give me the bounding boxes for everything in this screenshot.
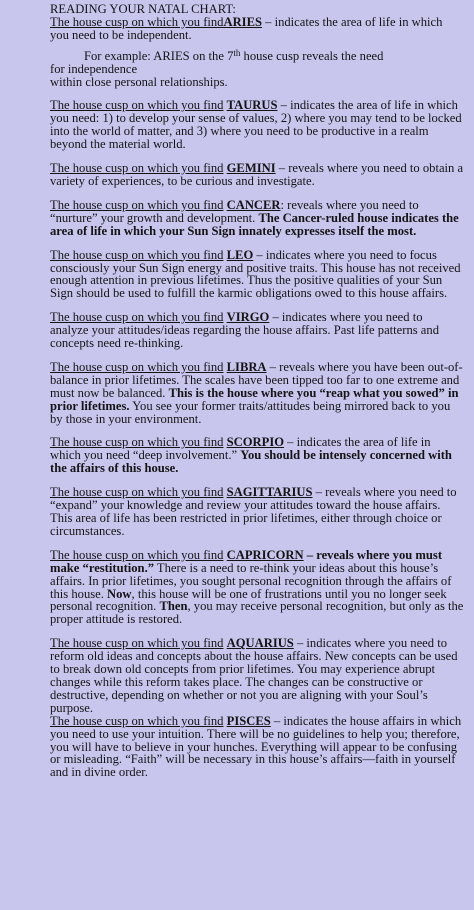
capricorn-text2: , this house will be one of frustrations until you no longer seek personal recognition. xyxy=(50,586,447,614)
scorpio-text: – indicates the area of life in which you need “deep involvement.” xyxy=(50,435,431,463)
aquarius-sign: AQUARIUS xyxy=(226,636,294,651)
pisces-lead: The house cusp on which you find xyxy=(50,713,224,728)
aries-text: – indicates the area of life in which you need to be independent. xyxy=(50,14,443,42)
page-title: READING YOUR NATAL CHART: xyxy=(50,2,236,16)
section-gemini xyxy=(50,162,464,188)
capricorn-bold2: Now xyxy=(107,586,132,601)
libra-bold: This is the house where you “reap what you sowed” in prior lifetimes. xyxy=(50,385,459,413)
cancer-text: : reveals where you need to “nurture” your growth and development. xyxy=(50,197,419,225)
pisces-text: – indicates the house affairs in which you need to use your intuition. There will be no guidelines to help you; therefore, you will have to believe in your hunches. Everything will appear to be confusing or misleading. “Faith” will be necessary in this house’s affairs—faith in yourself and in divine order. xyxy=(50,713,462,780)
aquarius-lead: The house cusp on which you find xyxy=(50,636,224,651)
section-pisces xyxy=(50,715,464,780)
scorpio-bold: You should be intensely concerned with the affairs of this house. xyxy=(50,448,452,476)
leo-sign: LEO xyxy=(226,247,254,262)
section-sagittarius xyxy=(50,486,464,538)
cancer-sign: CANCER xyxy=(226,197,281,212)
pisces-sign: PISCES xyxy=(226,713,271,728)
aquarius-text: – indicates where you need to reform old ideas and concepts about the house affairs. New concepts can be used to break down old concepts from prior lifetimes. You may experience abrupt changes while this reform takes place. The changes can be constructive or destructive, depending on whether or not you are aligning with your Soul’s purpose. xyxy=(50,636,458,715)
cancer-lead: The house cusp on which you find xyxy=(50,197,224,212)
section-aquarius xyxy=(50,637,464,714)
aries-example-line3: within close personal relationships. xyxy=(50,74,228,89)
section-libra xyxy=(50,361,464,426)
aries-example xyxy=(50,47,464,63)
leo-text: – indicates where you need to focus consciously your Sun Sign energy and positive traits. This house has not received enough attention in previous lifetimes. Thus the positive qualities of your Sun Sign should be used to fulfill the karmic obligations owed to this house affairs. xyxy=(50,247,461,301)
section-capricorn xyxy=(50,549,464,626)
virgo-sign: VIRGO xyxy=(226,310,270,325)
capricorn-sign: CAPRICORN xyxy=(226,547,304,562)
sagittarius-text: – reveals where you need to “expand” your knowledge and review your attitudes toward the house affairs. This area of life has been restricted in prior lifetimes, either through choice or circumstances. xyxy=(50,485,457,538)
libra-text2: You see your former traits/attitudes being mirrored back to you by those in your environment. xyxy=(50,398,451,426)
aries-example-sup: th xyxy=(233,47,241,58)
libra-text: – reveals where you have been out-of-balance in prior lifetimes. The scales have been tipped too far to one extreme and must now be balanced. xyxy=(50,359,463,400)
scorpio-lead: The house cusp on which you find xyxy=(50,435,224,450)
gemini-text: – reveals where you need to obtain a variety of experiences, to be curious and investigate. xyxy=(50,161,464,188)
sagittarius-sign: SAGITTARIUS xyxy=(226,485,313,500)
capricorn-bold3: Then xyxy=(159,599,188,614)
section-aries xyxy=(50,16,464,89)
aries-paragraph xyxy=(50,16,464,42)
aries-example-suffix: house cusp reveals the need xyxy=(240,48,384,63)
capricorn-text: There is a need to re-think your ideas about this house’s affairs. In prior lifetimes, you sought personal recognition through the affairs of this house. xyxy=(50,560,452,601)
section-virgo xyxy=(50,311,464,350)
libra-sign: LIBRA xyxy=(226,359,267,374)
section-leo xyxy=(50,249,464,301)
capricorn-lead: The house cusp on which you find xyxy=(50,547,224,562)
capricorn-bold: – reveals where you must make “restitution.” xyxy=(50,547,443,575)
libra-lead: The house cusp on which you find xyxy=(50,359,224,374)
taurus-sign: TAURUS xyxy=(226,98,278,113)
aries-lead: The house cusp on which you find xyxy=(50,14,224,29)
section-cancer xyxy=(50,199,464,238)
virgo-lead: The house cusp on which you find xyxy=(50,310,224,325)
gemini-sign: GEMINI xyxy=(226,161,276,176)
leo-lead: The house cusp on which you find xyxy=(50,247,224,262)
gemini-lead: The house cusp on which you find xyxy=(50,161,224,176)
cancer-bold: The Cancer-ruled house indicates the area of life in which your Sun Sign innately expresses itself the most. xyxy=(50,210,459,238)
aries-example-prefix: For example: ARIES on the 7 xyxy=(84,48,234,63)
aries-sign: ARIES xyxy=(223,14,262,29)
virgo-text: – indicates where you need to analyze your attitudes/ideas regarding the house affairs. Past life patterns and concepts need re-thinking. xyxy=(50,310,439,351)
section-scorpio xyxy=(50,436,464,475)
taurus-lead: The house cusp on which you find xyxy=(50,98,224,113)
section-taurus xyxy=(50,99,464,151)
capricorn-text3: , you may receive personal recognition, but only as the proper attitude is restored. xyxy=(50,599,464,627)
scorpio-sign: SCORPIO xyxy=(226,435,285,450)
aries-example-line2: for independence xyxy=(50,61,138,76)
sagittarius-lead: The house cusp on which you find xyxy=(50,485,224,500)
taurus-text: – indicates the area of life in which you need: 1) to develop your sense of values, 2) where you may tend to be locked into the world of matter, and 3) where you need to be productive in a realm beyond the material world. xyxy=(50,98,462,152)
